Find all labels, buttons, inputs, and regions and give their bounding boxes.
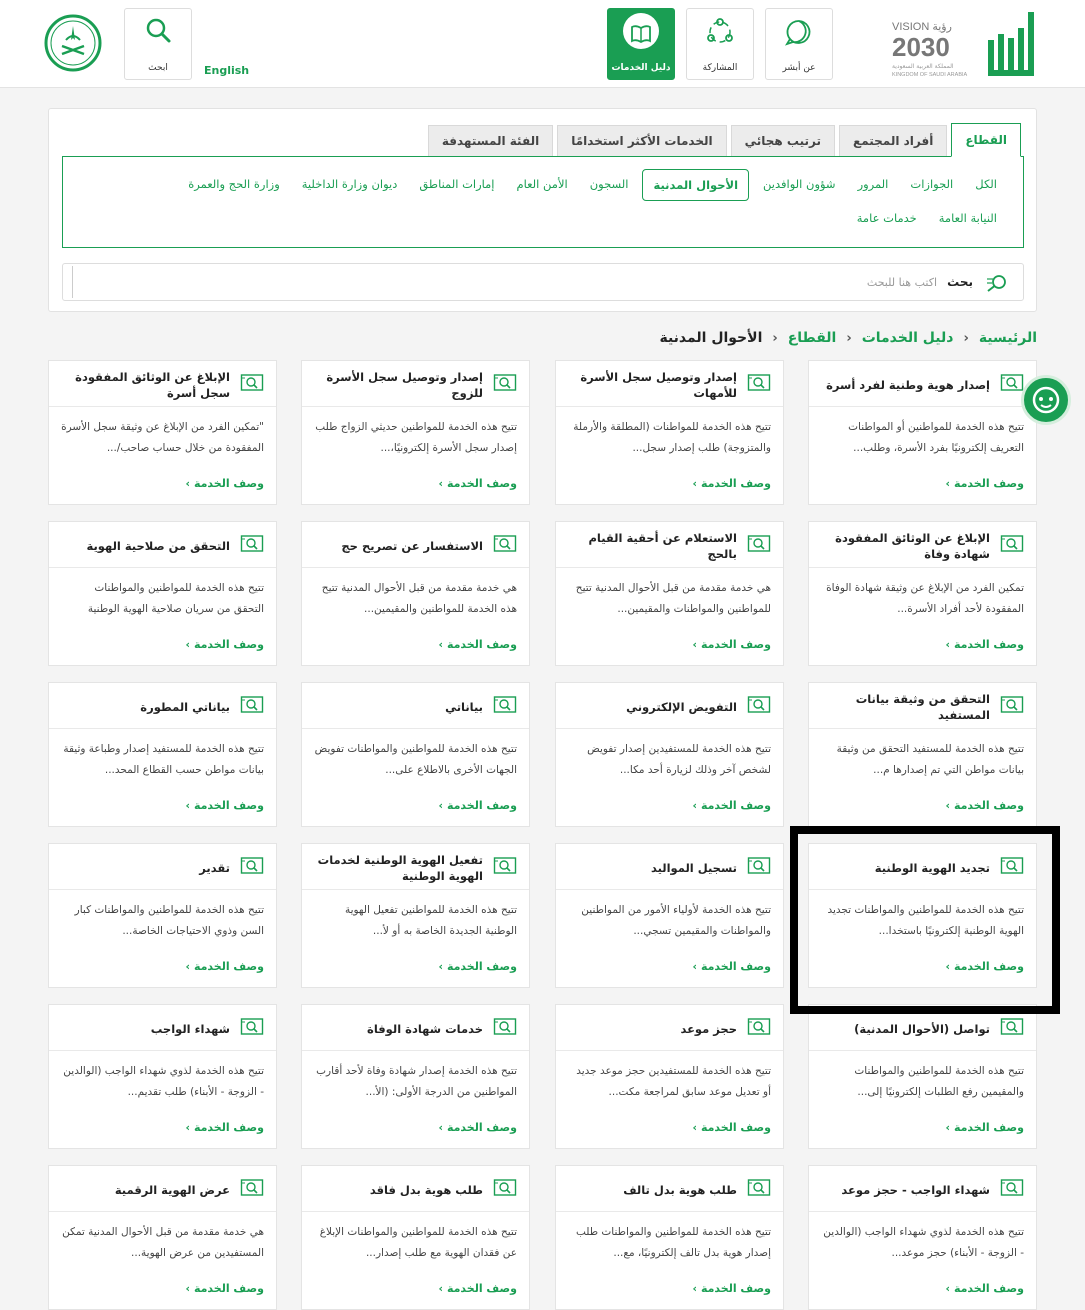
chevron-left-icon: ›	[185, 1282, 191, 1295]
chevron-left-icon: ›	[692, 1282, 698, 1295]
chevron-left-icon: ›	[185, 1121, 191, 1134]
breadcrumb-services-guide[interactable]: دليل الخدمات	[861, 330, 954, 346]
service-card-title[interactable]: طلب هوية بدل تالف	[623, 1183, 737, 1197]
category-traffic[interactable]: المرور	[857, 177, 889, 191]
service-card-description: تتيح هذه الخدمة للمواطنين والمواطنات كبار السن وذوي الاحتياجات الخاصة...	[74, 904, 264, 937]
search-label: بحث	[947, 275, 973, 289]
chevron-left-icon: ›	[945, 1282, 951, 1295]
service-card[interactable]	[48, 843, 277, 988]
service-description-link[interactable]	[693, 1121, 771, 1134]
service-icon	[1000, 1178, 1024, 1202]
service-card-description: تتيح هذه الخدمة لذوي شهداء الواجب (الوالدين - الزوجة - الأبناء) حجز موعد...	[823, 1226, 1024, 1259]
service-description-label: وصف الخدمة	[193, 799, 264, 812]
service-card-title[interactable]: الإبلاغ عن الوثائق المفقودة سجل أسرة	[75, 370, 230, 400]
chevron-left-icon: ›	[185, 960, 191, 973]
service-card[interactable]	[808, 843, 1037, 988]
service-card-title[interactable]: تفعيل الهوية الوطنية لخدمات الهوية الوطنية	[317, 853, 483, 883]
service-icon	[493, 534, 517, 558]
service-card[interactable]	[48, 521, 277, 666]
chevron-left-icon: ‹	[846, 330, 852, 346]
service-card[interactable]	[555, 521, 784, 666]
service-card-title[interactable]: تواصل (الأحوال المدنية)	[854, 1022, 990, 1036]
chevron-left-icon: ›	[692, 1121, 698, 1134]
service-description-link[interactable]	[186, 638, 264, 651]
category-regional-emirates[interactable]: إمارات المناطق	[419, 177, 495, 191]
service-description-label: وصف الخدمة	[700, 1282, 771, 1295]
service-card-header	[556, 844, 783, 890]
service-card-title[interactable]: خدمات شهادة الوفاة	[367, 1022, 483, 1036]
vision-year: 2030	[892, 32, 950, 62]
service-card-description: تتيح هذه الخدمة للمواطنين أو المواطنات التعريف إلكترونيًا بفرد الأسرة، وطلب...	[848, 421, 1024, 454]
service-card[interactable]	[301, 521, 530, 666]
service-card-title[interactable]: شهداء الواجب	[150, 1022, 230, 1036]
service-card[interactable]	[555, 1004, 784, 1149]
nav-services-guide-button[interactable]	[607, 8, 675, 80]
service-description-label: وصف الخدمة	[700, 960, 771, 973]
service-description-link[interactable]	[946, 1121, 1024, 1134]
service-card-description: تتيح هذه الخدمة للمستفيدين حجز موعد جديد أو تعديل موعد سابق لمراجعة مكت...	[576, 1065, 771, 1098]
service-card-description: تتيح هذه الخدمة للمواطنين تفعيل الهوية الوطنية الجديدة الخاصة به أو لأ...	[344, 904, 517, 937]
service-icon	[240, 1017, 264, 1041]
service-card[interactable]	[48, 1165, 277, 1310]
service-icon	[493, 695, 517, 719]
service-description-label: وصف الخدمة	[446, 1282, 517, 1295]
service-card[interactable]	[808, 682, 1037, 827]
category-civil-affairs[interactable]: الأحوال المدنية	[642, 169, 749, 201]
service-card-description: "تمكين الفرد من الإبلاغ عن وثيقة سجل الأسرة المفقودة من خلال حساب صاحب/...	[61, 421, 264, 454]
chat-bubble-icon	[782, 15, 816, 49]
chevron-left-icon: ‹	[963, 330, 969, 346]
chevron-left-icon: ›	[945, 799, 951, 812]
service-card-description: تتيح هذه الخدمة للمواطنين حديثي الزواج طلب إصدار سجل الأسرة إلكترونيًا،...	[315, 421, 517, 454]
service-icon	[240, 695, 264, 719]
service-icon	[747, 1017, 771, 1041]
service-card-description: تتيح هذه الخدمة للمواطنين والمواطنات والمقيمين رفع الطلبات إلكترونيًا إلى...	[854, 1065, 1024, 1098]
service-description-label: وصف الخدمة	[953, 638, 1024, 651]
service-card[interactable]	[301, 1004, 530, 1149]
chevron-left-icon: ›	[945, 477, 951, 490]
service-card[interactable]	[808, 360, 1037, 505]
service-icon	[493, 1017, 517, 1041]
service-description-label: وصف الخدمة	[193, 960, 264, 973]
service-card-title[interactable]: إصدار وتوصيل سجل الأسرة للأمهات	[580, 370, 737, 400]
service-description-label: وصف الخدمة	[700, 1121, 771, 1134]
service-card-description: تتيح هذه الخدمة للمواطنات (المطلقة والأرملة والمتزوجة) طلب إصدار سجل...	[573, 421, 771, 454]
nav-label: عن أبشر	[782, 63, 816, 73]
service-card-title[interactable]: تسجيل المواليد	[650, 861, 737, 875]
service-card-title[interactable]: إصدار هوية وطنية لفرد أسرة	[826, 378, 990, 392]
service-card-header	[809, 844, 1036, 890]
service-card-description: تتيح هذه الخدمة للمستفيد إصدار وطباعة وثيقة بيانات مواطن حسب القطاع المحد...	[63, 743, 264, 776]
service-description-label: وصف الخدمة	[193, 1282, 264, 1295]
service-card-title[interactable]: إصدار وتوصيل سجل الأسرة للزوج	[326, 370, 483, 400]
service-card-header	[302, 1005, 529, 1051]
chevron-left-icon: ›	[185, 477, 191, 490]
chevron-left-icon: ›	[438, 960, 444, 973]
service-description-link[interactable]	[946, 638, 1024, 651]
service-card-title[interactable]: تقدير	[199, 861, 230, 875]
service-search-bar	[62, 263, 1024, 301]
tab-alphabetical[interactable]: ترتيب هجائي	[731, 125, 835, 156]
service-card-header	[809, 1166, 1036, 1212]
service-card-description: تتيح هذه الخدمة للمواطنين والمواطنات تجديد الهوية الوطنية إلكترونيًا باستخدا...	[827, 904, 1024, 937]
service-card-title[interactable]: حجز موعد	[680, 1022, 737, 1036]
service-description-link[interactable]	[946, 1282, 1024, 1295]
service-description-label: وصف الخدمة	[193, 1121, 264, 1134]
service-card[interactable]	[555, 360, 784, 505]
service-card-header	[49, 1005, 276, 1051]
service-card-title[interactable]: بياناتي المطورة	[140, 700, 230, 714]
service-description-label: وصف الخدمة	[193, 638, 264, 651]
service-card-description: تتيح هذه الخدمة لأولياء الأمور من المواطنين والمواطنات والمقيمين تسجي...	[581, 904, 771, 937]
service-icon	[1000, 534, 1024, 558]
nav-label: المشاركة	[702, 63, 738, 73]
service-icon	[493, 1178, 517, 1202]
chevron-left-icon: ›	[692, 799, 698, 812]
service-card[interactable]	[555, 843, 784, 988]
service-card-title[interactable]: شهداء الواجب - حجز موعد	[841, 1183, 990, 1197]
service-card[interactable]	[555, 682, 784, 827]
filter-panel	[48, 108, 1037, 312]
service-card-header	[556, 522, 783, 568]
service-card-title[interactable]: بياناتي	[445, 700, 483, 714]
service-description-link[interactable]	[946, 799, 1024, 812]
service-card-description: تتيح هذه الخدمة لذوي شهداء الواجب (الوالدين - الزوجة - الأبناء) طلب تقديم...	[63, 1065, 264, 1098]
absher-logo[interactable]	[986, 10, 1038, 78]
category-passports[interactable]: الجوازات	[910, 177, 954, 191]
service-card[interactable]	[808, 1165, 1037, 1310]
service-icon	[240, 534, 264, 558]
service-description-label: وصف الخدمة	[953, 477, 1024, 490]
service-description-link[interactable]	[439, 477, 517, 490]
service-description-link[interactable]	[693, 960, 771, 973]
breadcrumb-home[interactable]: الرئيسية	[978, 330, 1037, 346]
service-card-header	[809, 683, 1036, 729]
service-card[interactable]	[808, 521, 1037, 666]
nav-label: دليل الخدمات	[611, 63, 671, 73]
breadcrumb-sector[interactable]: القطاع	[787, 330, 837, 346]
service-card-header	[556, 1166, 783, 1212]
service-icon	[493, 373, 517, 397]
service-description-link[interactable]	[186, 799, 264, 812]
tab-community-members[interactable]: أفراد المجتمع	[839, 125, 947, 156]
service-card-title[interactable]: التحقق من صلاحية الهوية	[86, 539, 230, 553]
category-prisons[interactable]: السجون	[589, 177, 629, 191]
breadcrumb-current: الأحوال المدنية	[659, 330, 763, 346]
service-description-link[interactable]	[946, 960, 1024, 973]
service-card-description: هي خدمة مقدمة من قبل الأحوال المدنية تتيح هذه الخدمة للمواطنين والمقيمين...	[321, 582, 517, 615]
service-card[interactable]	[48, 1004, 277, 1149]
category-interior-ministry[interactable]: ديوان وزارة الداخلية	[301, 177, 398, 191]
category-public-prosecution[interactable]: النيابة العامة	[938, 211, 997, 225]
service-card-title[interactable]: تجديد الهوية الوطنية	[874, 861, 990, 875]
service-card[interactable]	[555, 1165, 784, 1310]
service-card-header	[49, 522, 276, 568]
service-card-header	[49, 844, 276, 890]
service-card-title[interactable]: التفويض الإلكتروني	[626, 700, 737, 714]
nav-about-absher-button[interactable]	[765, 8, 833, 80]
chevron-left-icon: ›	[185, 799, 191, 812]
category-all[interactable]: الكل	[975, 177, 997, 191]
service-card-header	[302, 683, 529, 729]
service-card-header	[809, 1005, 1036, 1051]
chevron-left-icon: ›	[945, 638, 951, 651]
service-card[interactable]	[301, 682, 530, 827]
category-expatriates[interactable]: شؤون الوافدين	[763, 177, 836, 191]
service-card-description: تتيح هذه الخدمة للمواطنين والمواطنات التحقق من سريان صلاحية الهوية الوطنية	[87, 582, 264, 615]
service-description-label: وصف الخدمة	[446, 477, 517, 490]
service-description-link[interactable]	[693, 799, 771, 812]
service-description-link[interactable]	[439, 1282, 517, 1295]
service-card-title[interactable]: التحقق من وثيقة بيانات المستفيد	[855, 692, 990, 722]
service-card-header	[809, 361, 1036, 407]
service-description-label: وصف الخدمة	[446, 799, 517, 812]
service-icon	[747, 373, 771, 397]
service-card-header	[809, 522, 1036, 568]
service-description-label: وصف الخدمة	[700, 638, 771, 651]
chevron-left-icon: ›	[692, 638, 698, 651]
vision-2030-logo	[890, 18, 980, 78]
service-card-description: تتيح هذه الخدمة للمستفيد التحقق من وثيقة بيانات مواطن التي تم إصدارها م...	[836, 743, 1024, 776]
service-description-link[interactable]	[693, 1282, 771, 1295]
service-card-description: تمكين الفرد من الإبلاغ عن وثيقة شهادة الوفاة المفقودة لأحد أفراد الأسرة...	[826, 582, 1024, 615]
service-card-header	[556, 361, 783, 407]
service-icon	[1000, 373, 1024, 397]
service-card-header	[302, 844, 529, 890]
nav-participation-button[interactable]	[686, 8, 754, 80]
service-description-link[interactable]	[439, 960, 517, 973]
chatbot-icon	[1024, 378, 1068, 422]
service-description-link[interactable]	[186, 1121, 264, 1134]
service-description-link[interactable]	[186, 960, 264, 973]
chevron-left-icon: ›	[438, 799, 444, 812]
service-card-title[interactable]: الإبلاغ عن الوثائق المفقودة شهادة وفاة	[835, 531, 990, 561]
service-description-link[interactable]	[693, 477, 771, 490]
service-description-label: وصف الخدمة	[700, 477, 771, 490]
service-card-description: تتيح هذه الخدمة للمواطنين والمواطنات الإبلاغ عن فقدان الهوية مع طلب إصدار...	[319, 1226, 517, 1259]
chevron-left-icon: ›	[185, 638, 191, 651]
chevron-left-icon: ›	[945, 960, 951, 973]
service-card-title[interactable]: عرض الهوية الرقمية	[114, 1183, 230, 1197]
service-icon	[1000, 695, 1024, 719]
tab-target-group[interactable]: الفئة المستهدفة	[428, 125, 553, 156]
service-card-description: تتيح هذه الخدمة للمواطنين والمواطنات طلب إصدار هوية بدل تالف إلكترونيًا، مع...	[575, 1226, 771, 1259]
service-card-title[interactable]: طلب هوية بدل فاقد	[369, 1183, 483, 1197]
search-icon	[143, 15, 173, 45]
service-card-header	[302, 361, 529, 407]
category-public-security[interactable]: الأمن العام	[516, 177, 568, 191]
filter-tabs	[424, 125, 1021, 157]
service-description-label: وصف الخدمة	[953, 1121, 1024, 1134]
service-description-link[interactable]	[186, 1282, 264, 1295]
tab-sector[interactable]: القطاع	[951, 123, 1021, 157]
service-card[interactable]	[301, 843, 530, 988]
chevron-left-icon: ›	[692, 960, 698, 973]
service-description-label: وصف الخدمة	[446, 960, 517, 973]
service-card[interactable]	[301, 360, 530, 505]
service-description-label: وصف الخدمة	[446, 1121, 517, 1134]
service-icon	[747, 534, 771, 558]
service-description-label: وصف الخدمة	[953, 960, 1024, 973]
service-description-label: وصف الخدمة	[953, 799, 1024, 812]
category-filter-box	[62, 156, 1024, 248]
service-icon	[493, 856, 517, 880]
service-description-label: وصف الخدمة	[953, 1282, 1024, 1295]
vision-text: VISION رؤية	[892, 21, 952, 33]
service-card-header	[49, 361, 276, 407]
chevron-left-icon: ›	[438, 1282, 444, 1295]
chevron-left-icon: ›	[945, 1121, 951, 1134]
language-toggle-link[interactable]: English	[204, 64, 250, 77]
top-header	[0, 0, 1085, 88]
service-card-title[interactable]: الاستفسار عن تصريح حج	[341, 539, 483, 553]
participation-icon	[703, 15, 737, 49]
service-description-link[interactable]	[693, 638, 771, 651]
chatbot-button[interactable]	[1021, 375, 1071, 425]
service-description-link[interactable]	[439, 638, 517, 651]
chevron-left-icon: ›	[438, 638, 444, 651]
book-icon	[629, 22, 653, 46]
breadcrumb	[659, 330, 1037, 346]
tab-most-used[interactable]: الخدمات الأكثر استخدامًا	[557, 125, 726, 156]
chevron-left-icon: ›	[692, 477, 698, 490]
chevron-left-icon: ›	[438, 1121, 444, 1134]
service-icon	[240, 856, 264, 880]
service-card-description: هي خدمة مقدمة من قبل الأحوال المدنية تتيح للمواطنين والمواطنات والمقيمين...	[575, 582, 771, 615]
service-icon	[1000, 1017, 1024, 1041]
service-card-description: تتيح هذه الخدمة للمستفيدين إصدار تفويض لشخص آخر وذلك لزيارة أحد مكا...	[587, 743, 771, 776]
search-icon[interactable]	[985, 273, 1009, 293]
service-description-label: وصف الخدمة	[446, 638, 517, 651]
service-description-link[interactable]	[186, 477, 264, 490]
vision-country-ar: المملكة العربية السعودية	[892, 63, 954, 70]
header-search-button[interactable]	[124, 8, 192, 80]
category-general-services[interactable]: خدمات عامة	[856, 211, 917, 225]
service-card-description: تتيح هذه الخدمة للمواطنين والمواطنات تفويض الجهات الأخرى بالاطلاع على...	[314, 743, 517, 776]
service-card[interactable]	[301, 1165, 530, 1310]
service-icon	[240, 1178, 264, 1202]
vision-country-en: KINGDOM OF SAUDI ARABIA	[892, 72, 968, 78]
service-card-description: هي خدمة مقدمة من قبل الأحوال المدنية تمكن المستفيدين من عرض الهوية...	[62, 1226, 264, 1259]
service-description-link[interactable]	[439, 1121, 517, 1134]
service-description-link[interactable]	[946, 477, 1024, 490]
service-description-link[interactable]	[439, 799, 517, 812]
service-card-title[interactable]: الاستعلام عن أحقية القيام بالحج	[588, 531, 737, 561]
chevron-left-icon: ‹	[772, 330, 778, 346]
chevron-left-icon: ›	[438, 477, 444, 490]
service-icon	[747, 1178, 771, 1202]
service-description-label: وصف الخدمة	[700, 799, 771, 812]
service-icon	[747, 695, 771, 719]
service-card-header	[302, 1166, 529, 1212]
service-icon	[240, 373, 264, 397]
service-card[interactable]	[48, 682, 277, 827]
service-card-header	[556, 683, 783, 729]
saudi-emblem-logo[interactable]	[44, 14, 102, 72]
service-icon	[1000, 856, 1024, 880]
service-card[interactable]	[808, 1004, 1037, 1149]
search-input[interactable]	[237, 270, 937, 294]
service-icon	[747, 856, 771, 880]
service-card-header	[49, 683, 276, 729]
service-card-description: تتيح هذه الخدمة إصدار شهادة وفاة لأحد أقارب المواطنين من الدرجة الأولى: (الأ...	[316, 1065, 517, 1098]
category-hajj-umrah[interactable]: وزارة الحج والعمرة	[188, 177, 280, 191]
service-card-header	[302, 522, 529, 568]
service-card[interactable]	[48, 360, 277, 505]
scroll-handle[interactable]	[65, 266, 73, 298]
service-card-header	[49, 1166, 276, 1212]
service-description-label: وصف الخدمة	[193, 477, 264, 490]
header-search-label: ابحث	[148, 63, 168, 73]
service-card-header	[556, 1005, 783, 1051]
